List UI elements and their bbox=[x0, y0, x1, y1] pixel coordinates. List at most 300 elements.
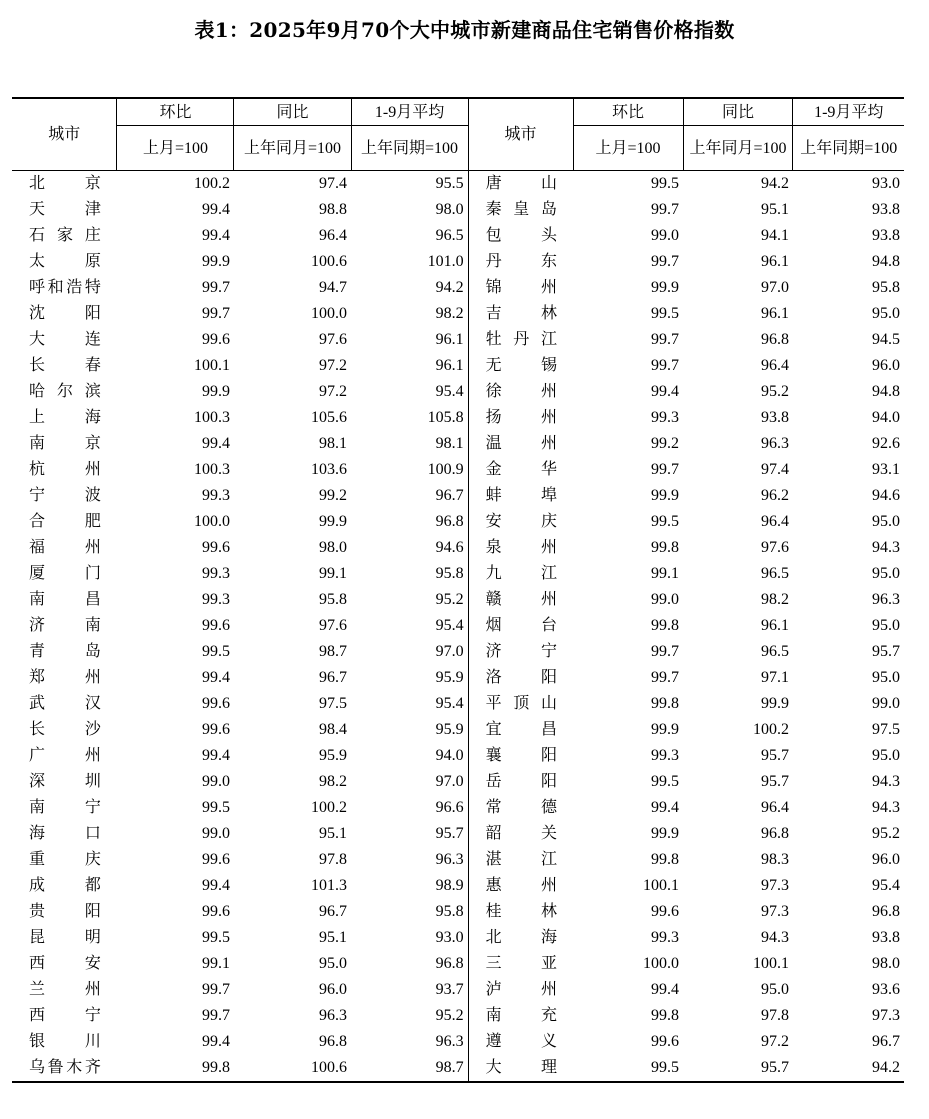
yoy-cell: 98.8 bbox=[319, 201, 348, 218]
yoy-cell: 95.2 bbox=[760, 383, 789, 400]
avg-cell: 98.7 bbox=[351, 1055, 468, 1082]
avg-cell: 96.7 bbox=[351, 483, 468, 509]
city-cell: 贵阳 bbox=[29, 903, 101, 920]
yoy-cell: 93.8 bbox=[760, 409, 789, 426]
city-cell: 泸州 bbox=[485, 981, 558, 998]
yoy-group-header: 同比 bbox=[234, 98, 351, 126]
avg-cell: 98.2 bbox=[351, 301, 468, 327]
city-cell: 桂林 bbox=[485, 903, 558, 920]
city-cell: 南昌 bbox=[29, 591, 101, 608]
yoy-cell: 95.7 bbox=[683, 1055, 793, 1082]
city-cell: 蚌埠 bbox=[485, 487, 558, 504]
table-row bbox=[12, 457, 904, 483]
yoy-cell: 96.7 bbox=[319, 903, 348, 920]
avg-cell: 96.1 bbox=[351, 327, 468, 353]
yoy-group-header: 同比 bbox=[683, 98, 793, 126]
yoy-cell: 96.3 bbox=[760, 435, 789, 452]
avg-cell: 95.7 bbox=[872, 643, 900, 660]
yoy-cell: 96.4 bbox=[760, 513, 789, 530]
mom-cell: 99.4 bbox=[651, 799, 679, 816]
avg-cell: 98.0 bbox=[872, 955, 900, 972]
mom-cell: 99.4 bbox=[651, 981, 679, 998]
city-cell: 合肥 bbox=[29, 513, 101, 530]
yoy-cell: 97.4 bbox=[319, 175, 348, 192]
avg-cell: 95.4 bbox=[872, 877, 900, 894]
yoy-cell: 99.1 bbox=[319, 565, 348, 582]
yoy-cell: 100.2 bbox=[752, 721, 789, 738]
avg-cell: 94.2 bbox=[793, 1055, 904, 1082]
mom-base-header: 上月=100 bbox=[117, 126, 234, 171]
city-cell: 海口 bbox=[29, 825, 101, 842]
avg-cell: 94.6 bbox=[351, 535, 468, 561]
yoy-cell: 95.7 bbox=[760, 773, 789, 790]
avg-cell: 96.3 bbox=[351, 1029, 468, 1055]
mom-cell: 99.4 bbox=[651, 383, 679, 400]
avg-cell: 93.1 bbox=[872, 461, 900, 478]
avg-cell: 96.8 bbox=[351, 509, 468, 535]
mom-cell: 99.3 bbox=[201, 591, 230, 608]
table-row bbox=[12, 535, 904, 561]
avg-cell: 94.0 bbox=[351, 743, 468, 769]
yoy-cell: 95.8 bbox=[319, 591, 348, 608]
mom-cell: 99.0 bbox=[651, 227, 679, 244]
city-cell: 北京 bbox=[29, 175, 101, 192]
mom-cell: 99.5 bbox=[201, 929, 230, 946]
city-cell: 成都 bbox=[29, 877, 101, 894]
table-row bbox=[12, 821, 904, 847]
mom-cell: 99.3 bbox=[201, 487, 230, 504]
city-cell: 长春 bbox=[29, 357, 101, 374]
table-row bbox=[12, 977, 904, 1003]
mom-cell: 99.7 bbox=[201, 1007, 230, 1024]
city-cell: 牡丹江 bbox=[485, 331, 558, 348]
city-cell: 石家庄 bbox=[29, 227, 101, 244]
yoy-cell: 97.1 bbox=[760, 669, 789, 686]
yoy-cell: 94.3 bbox=[760, 929, 789, 946]
city-cell: 乌鲁木齐 bbox=[12, 1055, 117, 1082]
yoy-cell: 96.1 bbox=[760, 305, 789, 322]
mom-cell: 99.4 bbox=[201, 747, 230, 764]
avg-group-header: 1-9月平均 bbox=[351, 98, 468, 126]
table-row bbox=[12, 223, 904, 249]
yoy-cell: 97.2 bbox=[319, 383, 348, 400]
avg-cell: 96.6 bbox=[351, 795, 468, 821]
table-row bbox=[12, 561, 904, 587]
avg-cell: 95.0 bbox=[872, 565, 900, 582]
avg-cell: 95.7 bbox=[351, 821, 468, 847]
yoy-cell: 97.5 bbox=[319, 695, 348, 712]
city-cell: 泉州 bbox=[485, 539, 558, 556]
city-cell: 湛江 bbox=[485, 851, 558, 868]
city-cell: 杭州 bbox=[29, 461, 101, 478]
avg-cell: 98.9 bbox=[351, 873, 468, 899]
yoy-cell: 96.0 bbox=[319, 981, 348, 998]
table-row bbox=[12, 353, 904, 379]
city-cell: 南宁 bbox=[29, 799, 101, 816]
mom-cell: 99.9 bbox=[201, 253, 230, 270]
yoy-cell: 94.7 bbox=[319, 279, 348, 296]
city-cell: 西安 bbox=[29, 955, 101, 972]
city-cell: 洛阳 bbox=[485, 669, 558, 686]
city-cell: 宜昌 bbox=[485, 721, 558, 738]
table-row bbox=[12, 275, 904, 301]
table-row bbox=[12, 587, 904, 613]
avg-cell: 96.3 bbox=[872, 591, 900, 608]
yoy-cell: 96.2 bbox=[760, 487, 789, 504]
city-cell: 重庆 bbox=[29, 851, 101, 868]
mom-cell: 99.9 bbox=[651, 825, 679, 842]
mom-cell: 99.5 bbox=[201, 643, 230, 660]
yoy-cell: 98.2 bbox=[760, 591, 789, 608]
city-cell: 沈阳 bbox=[29, 305, 101, 322]
yoy-cell: 97.8 bbox=[319, 851, 348, 868]
city-cell: 常德 bbox=[485, 799, 558, 816]
table-row bbox=[12, 301, 904, 327]
city-cell: 惠州 bbox=[485, 877, 558, 894]
mom-cell: 99.6 bbox=[201, 903, 230, 920]
yoy-cell: 96.7 bbox=[319, 669, 348, 686]
mom-cell: 99.7 bbox=[651, 201, 679, 218]
table-row bbox=[12, 405, 904, 431]
mom-cell: 99.3 bbox=[651, 409, 679, 426]
yoy-cell: 95.9 bbox=[319, 747, 348, 764]
table-row bbox=[12, 431, 904, 457]
yoy-cell: 95.7 bbox=[760, 747, 789, 764]
avg-cell: 93.7 bbox=[351, 977, 468, 1003]
yoy-cell: 98.7 bbox=[319, 643, 348, 660]
mom-cell: 99.6 bbox=[201, 695, 230, 712]
yoy-cell: 100.6 bbox=[234, 1055, 351, 1082]
avg-cell: 101.0 bbox=[351, 249, 468, 275]
table-row bbox=[12, 847, 904, 873]
city-cell: 武汉 bbox=[29, 695, 101, 712]
mom-cell: 99.7 bbox=[201, 305, 230, 322]
avg-cell: 95.0 bbox=[872, 669, 900, 686]
yoy-cell: 97.3 bbox=[760, 877, 789, 894]
mom-cell: 99.6 bbox=[201, 539, 230, 556]
mom-cell: 99.3 bbox=[651, 747, 679, 764]
mom-cell: 100.1 bbox=[193, 357, 230, 374]
mom-cell: 99.4 bbox=[201, 1033, 230, 1050]
table-row bbox=[12, 171, 904, 198]
city-cell: 郑州 bbox=[29, 669, 101, 686]
mom-cell: 99.9 bbox=[201, 383, 230, 400]
table-row bbox=[12, 873, 904, 899]
avg-cell: 95.4 bbox=[351, 613, 468, 639]
table-row bbox=[12, 769, 904, 795]
avg-cell: 94.3 bbox=[872, 773, 900, 790]
table-row bbox=[12, 743, 904, 769]
yoy-cell: 101.3 bbox=[311, 877, 348, 894]
yoy-cell: 95.1 bbox=[760, 201, 789, 218]
yoy-cell: 94.1 bbox=[760, 227, 789, 244]
avg-base-header: 上年同期=100 bbox=[351, 126, 468, 171]
table-row bbox=[12, 925, 904, 951]
avg-cell: 95.2 bbox=[351, 1003, 468, 1029]
city-cell: 上海 bbox=[29, 409, 101, 426]
table-row bbox=[12, 1055, 904, 1082]
avg-cell: 98.1 bbox=[351, 431, 468, 457]
city-cell: 平顶山 bbox=[485, 695, 558, 712]
avg-cell: 95.8 bbox=[351, 899, 468, 925]
city-cell: 青岛 bbox=[29, 643, 101, 660]
city-cell: 锦州 bbox=[485, 279, 558, 296]
avg-cell: 100.9 bbox=[351, 457, 468, 483]
avg-cell: 95.0 bbox=[872, 747, 900, 764]
mom-cell: 99.8 bbox=[651, 851, 679, 868]
mom-cell: 99.9 bbox=[651, 487, 679, 504]
city-cell: 呼和浩特 bbox=[29, 279, 101, 296]
yoy-cell: 100.0 bbox=[311, 305, 348, 322]
yoy-cell: 96.5 bbox=[760, 643, 789, 660]
yoy-cell: 95.0 bbox=[319, 955, 348, 972]
avg-cell: 96.3 bbox=[351, 847, 468, 873]
avg-cell: 93.8 bbox=[872, 227, 900, 244]
table-title: 表1：2025年9月70个大中城市新建商品住宅销售价格指数 bbox=[194, 18, 735, 42]
city-cell: 金华 bbox=[485, 461, 558, 478]
mom-cell: 99.2 bbox=[651, 435, 679, 452]
yoy-cell: 96.4 bbox=[760, 799, 789, 816]
table-row bbox=[12, 717, 904, 743]
yoy-cell: 99.9 bbox=[760, 695, 789, 712]
city-cell: 太原 bbox=[29, 253, 101, 270]
yoy-cell: 97.6 bbox=[760, 539, 789, 556]
yoy-cell: 97.6 bbox=[319, 617, 348, 634]
mom-cell: 100.3 bbox=[193, 461, 230, 478]
avg-cell: 94.0 bbox=[872, 409, 900, 426]
table-row bbox=[12, 197, 904, 223]
mom-cell: 99.8 bbox=[651, 1007, 679, 1024]
yoy-cell: 98.1 bbox=[319, 435, 348, 452]
avg-cell: 97.0 bbox=[351, 769, 468, 795]
table-row bbox=[12, 899, 904, 925]
mom-cell: 99.8 bbox=[651, 539, 679, 556]
avg-cell: 95.8 bbox=[351, 561, 468, 587]
city-cell: 三亚 bbox=[485, 955, 558, 972]
table-row bbox=[12, 379, 904, 405]
avg-cell: 92.6 bbox=[872, 435, 900, 452]
avg-base-header: 上年同期=100 bbox=[793, 126, 904, 171]
mom-cell: 99.0 bbox=[651, 591, 679, 608]
mom-cell: 99.9 bbox=[651, 721, 679, 738]
mom-cell: 99.0 bbox=[201, 773, 230, 790]
table-row bbox=[12, 639, 904, 665]
mom-cell: 99.0 bbox=[201, 825, 230, 842]
city-cell: 银川 bbox=[29, 1033, 101, 1050]
mom-cell: 99.6 bbox=[651, 1033, 679, 1050]
mom-cell: 99.7 bbox=[651, 461, 679, 478]
yoy-cell: 98.3 bbox=[760, 851, 789, 868]
city-cell: 岳阳 bbox=[485, 773, 558, 790]
yoy-cell: 99.2 bbox=[319, 487, 348, 504]
table-row bbox=[12, 1029, 904, 1055]
city-cell: 广州 bbox=[29, 747, 101, 764]
yoy-cell: 100.1 bbox=[752, 955, 789, 972]
avg-cell: 93.0 bbox=[872, 175, 900, 192]
mom-cell: 99.4 bbox=[201, 435, 230, 452]
city-cell: 遵义 bbox=[485, 1033, 558, 1050]
city-cell: 天津 bbox=[29, 201, 101, 218]
yoy-cell: 95.1 bbox=[319, 825, 348, 842]
city-cell: 济南 bbox=[29, 617, 101, 634]
yoy-cell: 96.1 bbox=[760, 253, 789, 270]
mom-cell: 100.1 bbox=[643, 877, 679, 894]
mom-cell: 99.7 bbox=[201, 279, 230, 296]
avg-cell: 93.6 bbox=[872, 981, 900, 998]
avg-cell: 95.2 bbox=[351, 587, 468, 613]
avg-group-header: 1-9月平均 bbox=[793, 98, 904, 126]
avg-cell: 95.9 bbox=[351, 717, 468, 743]
table-row bbox=[12, 249, 904, 275]
yoy-base-header: 上年同月=100 bbox=[234, 126, 351, 171]
avg-cell: 94.3 bbox=[872, 799, 900, 816]
mom-cell: 99.5 bbox=[573, 1055, 683, 1082]
city-cell: 襄阳 bbox=[485, 747, 558, 764]
mom-cell: 99.3 bbox=[201, 565, 230, 582]
table-row bbox=[12, 327, 904, 353]
table-row bbox=[12, 613, 904, 639]
mom-cell: 99.7 bbox=[651, 331, 679, 348]
mom-cell: 99.6 bbox=[201, 721, 230, 738]
avg-cell: 94.8 bbox=[872, 383, 900, 400]
yoy-cell: 96.8 bbox=[319, 1033, 348, 1050]
avg-cell: 96.8 bbox=[872, 903, 900, 920]
city-cell: 南充 bbox=[485, 1007, 558, 1024]
yoy-cell: 95.1 bbox=[319, 929, 348, 946]
mom-cell: 100.0 bbox=[643, 955, 679, 972]
city-column-header: 城市 bbox=[468, 98, 573, 171]
avg-cell: 94.3 bbox=[872, 539, 900, 556]
mom-cell: 99.7 bbox=[651, 643, 679, 660]
avg-cell: 96.5 bbox=[351, 223, 468, 249]
avg-cell: 95.4 bbox=[351, 379, 468, 405]
city-cell: 唐山 bbox=[485, 175, 558, 192]
avg-cell: 97.5 bbox=[872, 721, 900, 738]
table-body bbox=[12, 171, 904, 1083]
mom-cell: 99.1 bbox=[201, 955, 230, 972]
yoy-cell: 97.4 bbox=[760, 461, 789, 478]
city-cell: 厦门 bbox=[29, 565, 101, 582]
avg-cell: 94.8 bbox=[872, 253, 900, 270]
mom-cell: 99.6 bbox=[201, 617, 230, 634]
mom-cell: 99.8 bbox=[651, 617, 679, 634]
yoy-cell: 97.6 bbox=[319, 331, 348, 348]
yoy-cell: 96.3 bbox=[319, 1007, 348, 1024]
avg-cell: 93.8 bbox=[872, 929, 900, 946]
mom-cell: 99.4 bbox=[201, 669, 230, 686]
mom-cell: 100.2 bbox=[193, 175, 230, 192]
city-cell: 大连 bbox=[29, 331, 101, 348]
yoy-cell: 94.2 bbox=[760, 175, 789, 192]
table-row bbox=[12, 483, 904, 509]
city-cell: 赣州 bbox=[485, 591, 558, 608]
city-cell: 福州 bbox=[29, 539, 101, 556]
yoy-cell: 96.4 bbox=[760, 357, 789, 374]
avg-cell: 95.0 bbox=[872, 513, 900, 530]
city-cell: 韶关 bbox=[485, 825, 558, 842]
yoy-cell: 96.8 bbox=[760, 331, 789, 348]
avg-cell: 95.5 bbox=[351, 171, 468, 198]
mom-cell: 99.7 bbox=[201, 981, 230, 998]
city-cell: 兰州 bbox=[29, 981, 101, 998]
avg-cell: 95.8 bbox=[872, 279, 900, 296]
city-cell: 哈尔滨 bbox=[29, 383, 101, 400]
mom-cell: 99.7 bbox=[651, 669, 679, 686]
mom-cell: 99.9 bbox=[651, 279, 679, 296]
city-cell: 烟台 bbox=[485, 617, 558, 634]
city-cell: 包头 bbox=[485, 227, 558, 244]
mom-cell: 99.4 bbox=[201, 877, 230, 894]
mom-cell: 99.7 bbox=[651, 253, 679, 270]
mom-base-header: 上月=100 bbox=[573, 126, 683, 171]
table-row bbox=[12, 795, 904, 821]
city-cell: 秦皇岛 bbox=[485, 201, 558, 218]
avg-cell: 96.0 bbox=[872, 851, 900, 868]
yoy-cell: 103.6 bbox=[311, 461, 348, 478]
table-row bbox=[12, 509, 904, 535]
city-cell: 吉林 bbox=[485, 305, 558, 322]
yoy-cell: 96.5 bbox=[760, 565, 789, 582]
yoy-cell: 100.2 bbox=[311, 799, 348, 816]
city-cell: 北海 bbox=[485, 929, 558, 946]
city-cell: 昆明 bbox=[29, 929, 101, 946]
yoy-cell: 96.8 bbox=[760, 825, 789, 842]
yoy-cell: 98.2 bbox=[319, 773, 348, 790]
city-cell: 无锡 bbox=[485, 357, 558, 374]
yoy-cell: 99.9 bbox=[319, 513, 348, 530]
table-header bbox=[12, 98, 904, 171]
table-row bbox=[12, 1003, 904, 1029]
avg-cell: 95.0 bbox=[872, 617, 900, 634]
mom-cell: 99.7 bbox=[651, 357, 679, 374]
mom-cell: 99.4 bbox=[201, 201, 230, 218]
price-index-table bbox=[12, 97, 904, 1083]
mom-cell: 99.6 bbox=[201, 331, 230, 348]
yoy-cell: 97.2 bbox=[760, 1033, 789, 1050]
avg-cell: 96.0 bbox=[872, 357, 900, 374]
city-cell: 扬州 bbox=[485, 409, 558, 426]
mom-cell: 99.5 bbox=[651, 773, 679, 790]
city-cell: 济宁 bbox=[485, 643, 558, 660]
table-row bbox=[12, 665, 904, 691]
mom-cell: 99.5 bbox=[651, 175, 679, 192]
yoy-cell: 97.2 bbox=[319, 357, 348, 374]
avg-cell: 94.5 bbox=[872, 331, 900, 348]
avg-cell: 95.0 bbox=[872, 305, 900, 322]
table-row bbox=[12, 951, 904, 977]
city-cell: 安庆 bbox=[485, 513, 558, 530]
avg-cell: 94.6 bbox=[872, 487, 900, 504]
yoy-cell: 98.0 bbox=[319, 539, 348, 556]
city-cell: 温州 bbox=[485, 435, 558, 452]
city-cell: 九江 bbox=[485, 565, 558, 582]
yoy-cell: 96.4 bbox=[319, 227, 348, 244]
avg-cell: 94.2 bbox=[351, 275, 468, 301]
mom-group-header: 环比 bbox=[117, 98, 234, 126]
avg-cell: 95.9 bbox=[351, 665, 468, 691]
avg-cell: 96.1 bbox=[351, 353, 468, 379]
city-cell: 宁波 bbox=[29, 487, 101, 504]
avg-cell: 93.0 bbox=[351, 925, 468, 951]
mom-cell: 99.5 bbox=[651, 513, 679, 530]
yoy-cell: 95.0 bbox=[760, 981, 789, 998]
table-row bbox=[12, 691, 904, 717]
city-cell: 西宁 bbox=[29, 1007, 101, 1024]
city-cell: 大理 bbox=[468, 1055, 573, 1082]
avg-cell: 95.4 bbox=[351, 691, 468, 717]
mom-cell: 99.6 bbox=[651, 903, 679, 920]
avg-cell: 96.8 bbox=[351, 951, 468, 977]
